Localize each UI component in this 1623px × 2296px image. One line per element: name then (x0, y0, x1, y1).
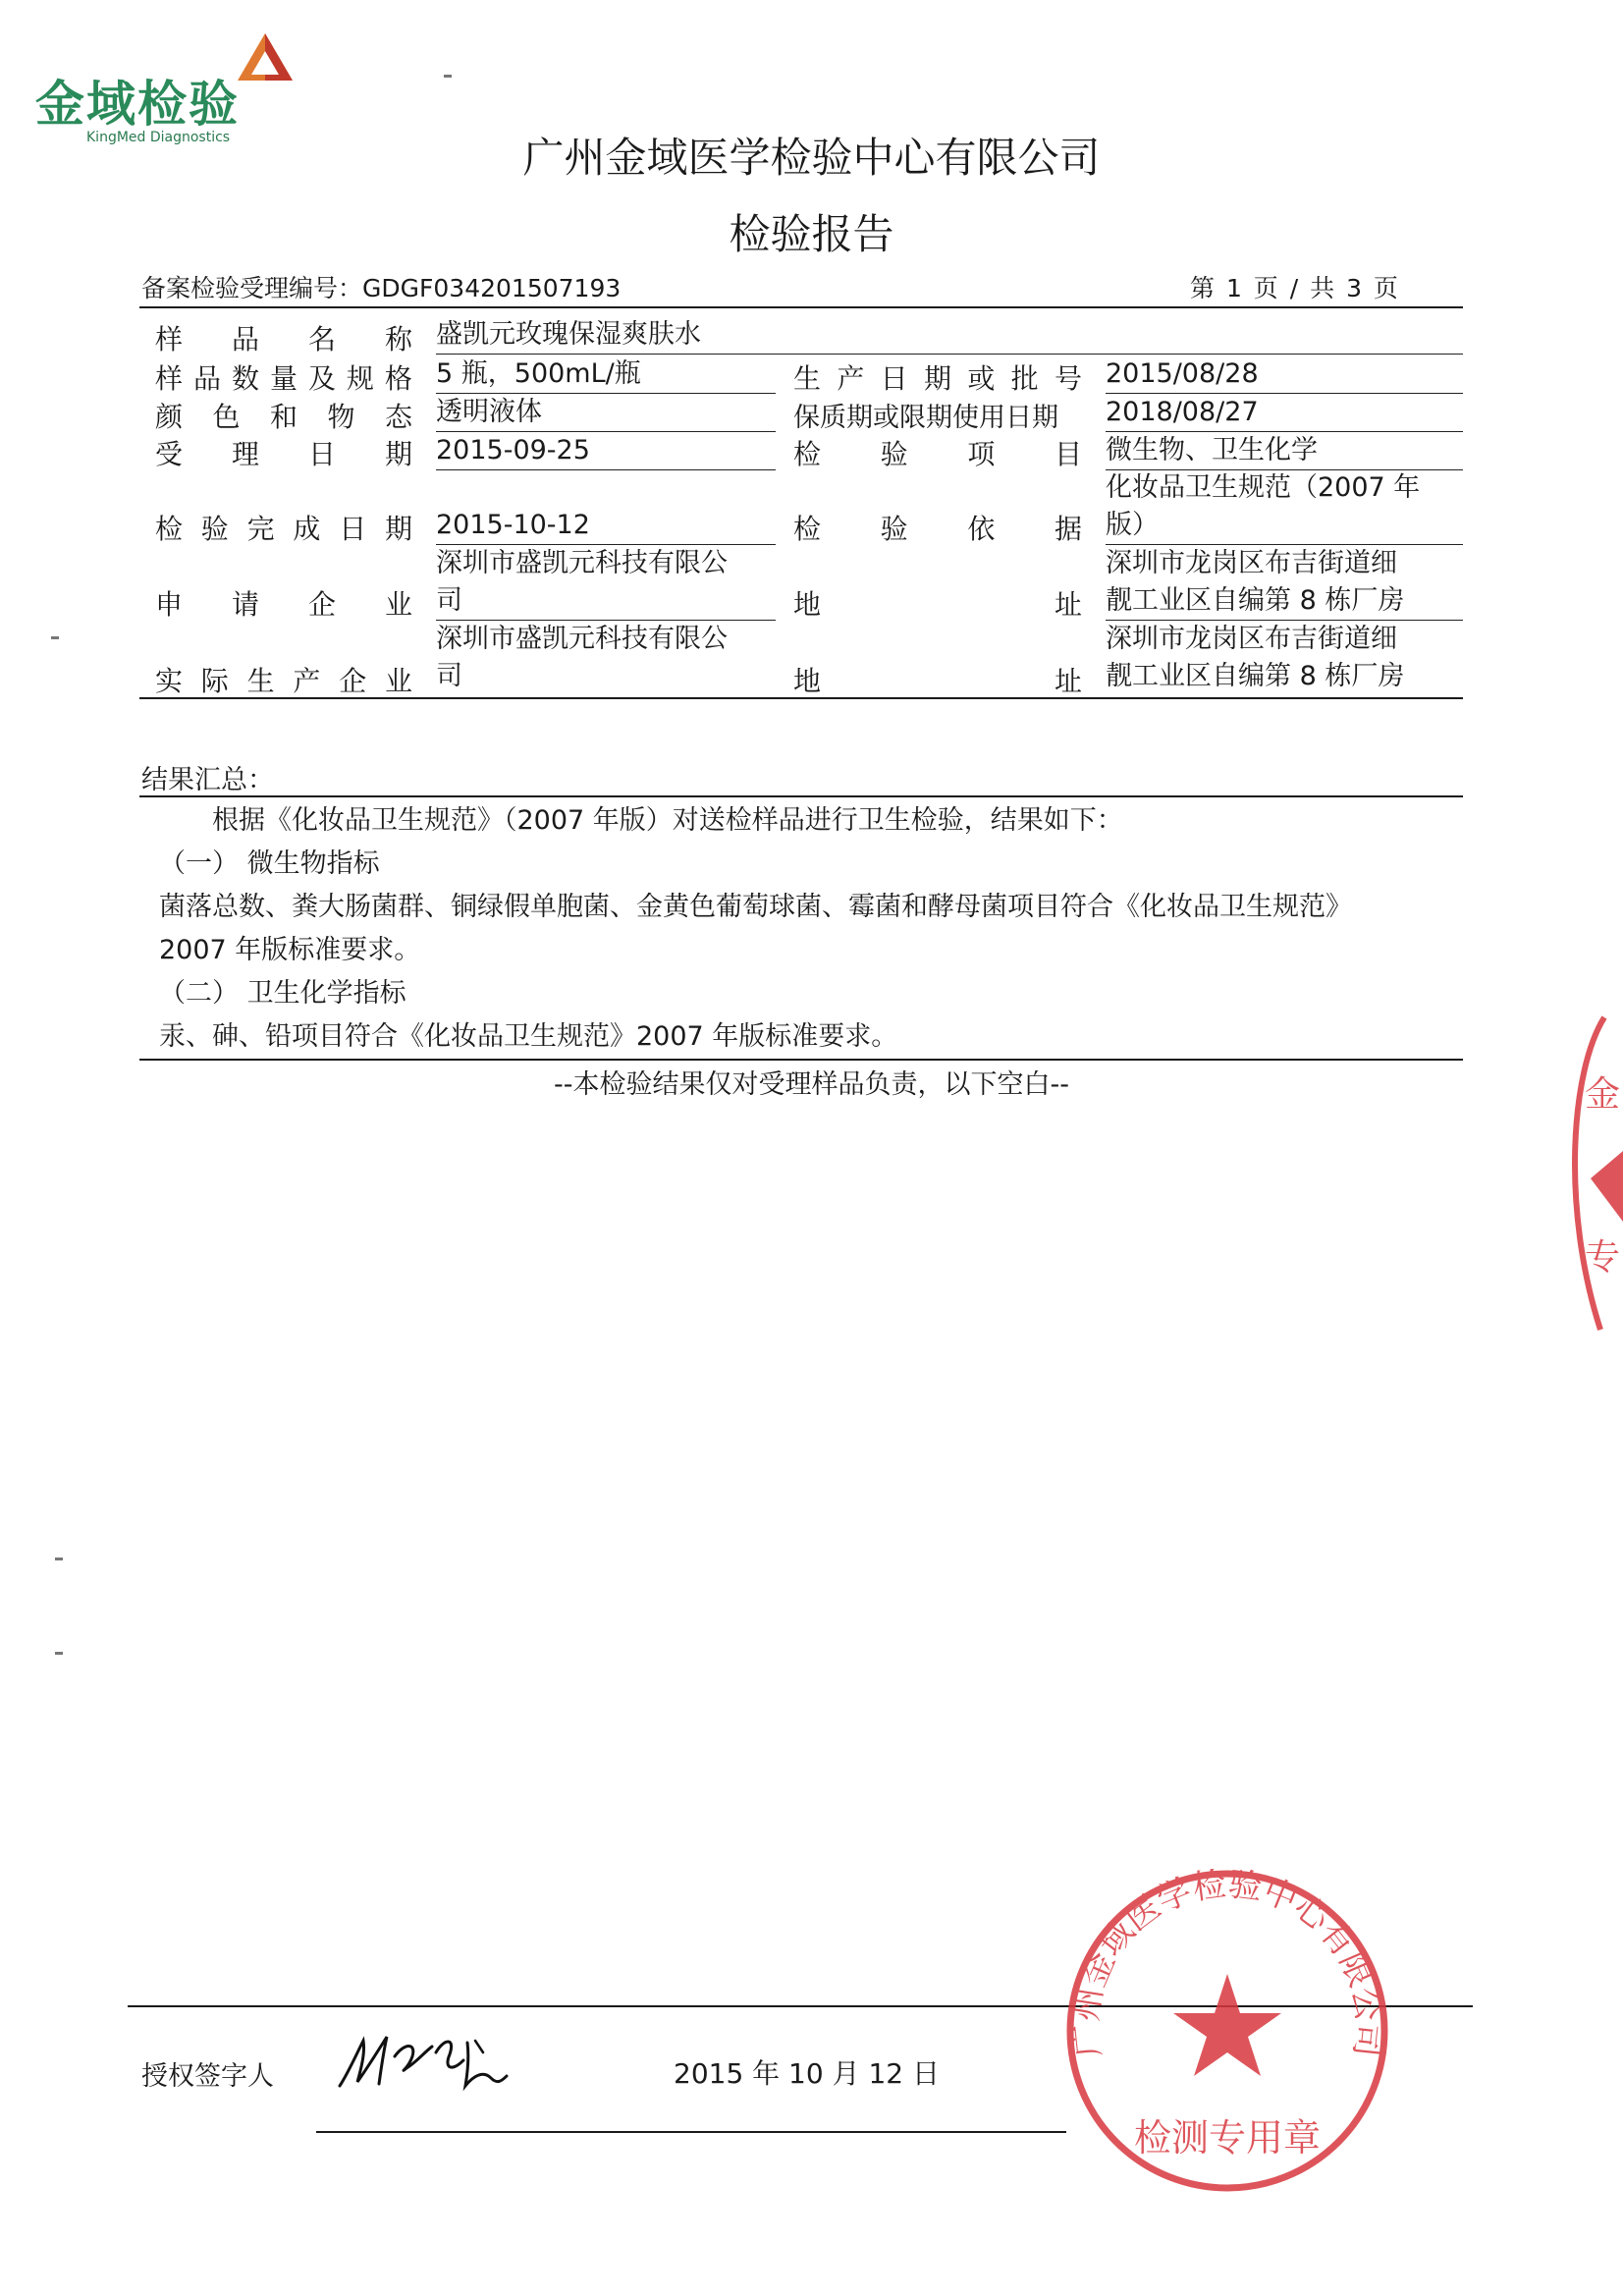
color-label: 颜 色 和 物 态 (155, 401, 412, 433)
seal-bottom-text: 检测专用章 (1133, 2116, 1322, 2159)
address-line-2: 靓工业区自编第 8 栋厂房 (1106, 585, 1405, 616)
test-basis-line-2: 版） (1106, 510, 1159, 540)
signature-rule (316, 2131, 1066, 2133)
scan-speck (55, 1652, 63, 1655)
results-top-rule (139, 795, 1463, 797)
sign-date: 2015 年 10 月 12 日 (674, 2057, 941, 2090)
results-intro: 根据《化妆品卫生规范》（2007 年版）对送检样品进行卫生检验，结果如下： (212, 805, 1123, 836)
address2-value (1106, 621, 1463, 695)
edge-seal-fragment (1565, 1011, 1623, 1336)
seal-star-icon (1173, 1974, 1281, 2076)
finish-date-value: 2015-10-12 (436, 507, 776, 545)
test-basis-value (1106, 469, 1463, 545)
signatory-label: 授权签字人 (141, 2061, 274, 2092)
record-number-label: 备案检验受理编号： (141, 274, 363, 302)
producer-value (436, 621, 776, 695)
qty-label: 样 品 数 量 及 规 格 (155, 362, 412, 395)
applicant-label: 申 请 企 业 (155, 588, 412, 621)
scan-speck (444, 75, 452, 78)
kingmed-logo-mark-icon (234, 29, 297, 92)
producer-line-1: 深圳市盛凯元科技有限公 (436, 624, 728, 654)
applicant-value (436, 545, 776, 621)
scan-speck (55, 1558, 63, 1560)
color-value: 透明液体 (436, 394, 776, 432)
batch-value: 2015/08/28 (1106, 355, 1463, 394)
results-sec2-line1: 汞、砷、铅项目符合《化妆品卫生规范》2007 年版标准要求。 (159, 1021, 898, 1052)
edge-seal-char-1: 金 (1585, 1074, 1621, 1115)
page-indicator: 第 1 页 / 共 3 页 (1190, 274, 1400, 302)
seal-ring-text: 广州金域医学检验中心有限公司 (1066, 1864, 1388, 2059)
address2-line-2: 靓工业区自编第 8 栋厂房 (1106, 661, 1405, 691)
end-note: --本检验结果仅对受理样品负责，以下空白-- (554, 1069, 1069, 1100)
test-items-value: 微生物、卫生化学 (1106, 432, 1463, 470)
address-line-1: 深圳市龙岗区布吉街道细 (1106, 548, 1397, 578)
address2-label: 地 址 (793, 665, 1082, 697)
address2-line-1: 深圳市龙岗区布吉街道细 (1106, 624, 1397, 654)
expiry-label: 保质期或限期使用日期 (793, 403, 1058, 433)
applicant-line-1: 深圳市盛凯元科技有限公 (436, 548, 728, 578)
results-sec1-line1: 菌落总数、粪大肠菌群、铜绿假单胞菌、金黄色葡萄球菌、霉菌和酵母菌项目符合《化妆品卫生规范》 (159, 892, 1352, 922)
sample-name-value: 盛凯元玫瑰保湿爽肤水 (436, 316, 1463, 355)
logo-english-text: KingMed Diagnostics (86, 130, 231, 145)
company-name: 广州金域医学检验中心有限公司 (522, 134, 1101, 182)
results-sec1-line2: 2007 年版标准要求。 (159, 935, 421, 965)
results-bottom-rule (139, 1059, 1463, 1061)
batch-label: 生 产 日 期 或 批 号 (793, 362, 1082, 395)
accept-date-value: 2015-09-25 (436, 432, 776, 470)
record-number (141, 269, 621, 304)
report-title: 检验报告 (729, 210, 894, 258)
handwritten-signature (334, 2023, 511, 2102)
producer-line-2: 司 (436, 661, 462, 691)
sample-name-label: 样 品 名 称 (155, 323, 412, 355)
edge-seal-star-icon (1591, 1151, 1623, 1222)
expiry-value: 2018/08/27 (1106, 394, 1463, 432)
results-sec1-title: （一） 微生物指标 (159, 848, 380, 879)
results-sec2-title: （二） 卫生化学指标 (159, 978, 406, 1009)
table-bottom-rule (139, 697, 1463, 699)
header-rule (139, 306, 1463, 308)
results-title: 结果汇总： (141, 765, 274, 795)
edge-seal-char-2: 专 (1585, 1237, 1621, 1278)
applicant-line-2: 司 (436, 585, 462, 616)
scan-speck (51, 636, 59, 639)
address-label: 地 址 (793, 588, 1082, 621)
accept-date-label: 受 理 日 期 (155, 438, 412, 470)
logo-chinese-text: 金域检验 (35, 76, 240, 133)
test-basis-label: 检 验 依 据 (793, 513, 1082, 545)
test-basis-line-1: 化妆品卫生规范（2007 年 (1106, 472, 1421, 503)
test-items-label: 检 验 项 目 (793, 438, 1082, 470)
producer-label: 实 际 生 产 企 业 (155, 665, 412, 697)
qty-value: 5 瓶，500mL/瓶 (436, 355, 776, 394)
finish-date-label: 检 验 完 成 日 期 (155, 513, 412, 545)
record-number-value: GDGF034201507193 (362, 274, 622, 302)
official-seal (1060, 1864, 1394, 2198)
address-value (1106, 545, 1463, 621)
